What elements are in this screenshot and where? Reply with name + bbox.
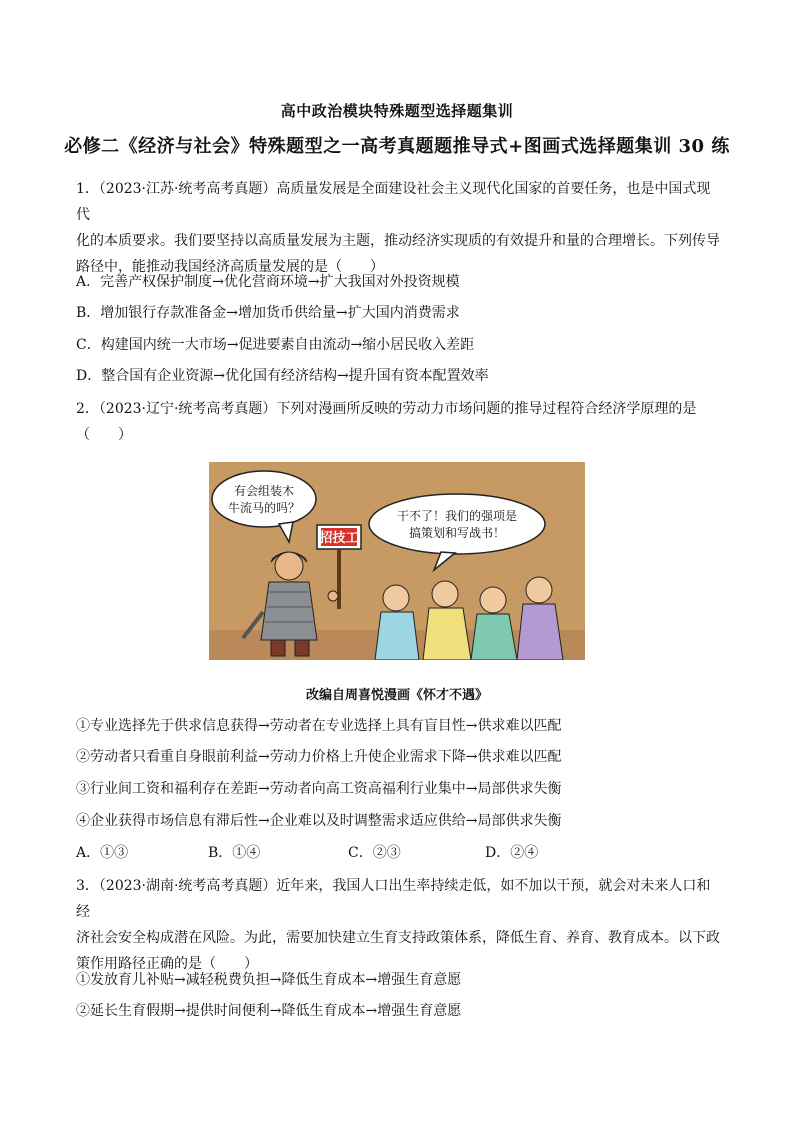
question-2-choice-a: A．①③ xyxy=(76,845,129,861)
speech-bubble-right xyxy=(369,494,545,554)
question-1-option-c: C．构建国内统一大市场→促进要素自由流动→缩小居民收入差距 xyxy=(76,337,475,353)
question-3-statement-2: ②延长生育假期→提供时间便利→降低生育成本→增强生育意愿 xyxy=(76,1003,462,1019)
bubble-right-text-2: 搞策划和写战书！ xyxy=(408,526,506,540)
question-2-statement-2: ②劳动者只看重自身眼前利益→劳动力价格上升使企业需求下降→供求难以匹配 xyxy=(76,749,562,765)
question-2-choice-b: B．①④ xyxy=(208,845,261,861)
question-2-line: （ ） xyxy=(76,427,132,443)
question-3-statement-1: ①发放育儿补贴→减轻税费负担→降低生育成本→增强生育意愿 xyxy=(76,972,462,988)
bubble-right-text-1: 干不了！我们的强项是 xyxy=(396,509,518,523)
question-2-choice-c: C．②③ xyxy=(348,845,401,861)
comic-illustration xyxy=(209,462,585,660)
question-2-choices xyxy=(76,843,724,863)
question-1-line: 路径中，能推动我国经济高质量发展的是（ ） xyxy=(76,259,384,275)
question-2-choice-d: D．②④ xyxy=(485,845,539,861)
bubble-left-text-2: 牛流马的吗？ xyxy=(227,501,301,515)
question-3-line: 3．（2023·湖南·统考高考真题）近年来，我国人口出生率持续走低，如不加以干预，就会对未来人口和经 xyxy=(76,878,711,920)
question-1-option-a: A．完善产权保护制度→优化营商环境→扩大我国对外投资规模 xyxy=(76,274,460,290)
question-2-stem xyxy=(76,396,724,448)
question-1-line: 1．（2023·江苏·统考高考真题）高质量发展是全面建设社会主义现代化国家的首要任务，也是中国式现代 xyxy=(76,181,711,223)
question-2-statement-3: ③行业间工资和福利存在差距→劳动者向高工资高福利行业集中→局部供求失衡 xyxy=(76,781,562,797)
question-2-statement-1: ①专业选择先于供求信息获得→劳动者在专业选择上具有盲目性→供求难以匹配 xyxy=(76,718,562,734)
question-1-line: 化的本质要求。我们要坚持以高质量发展为主题，推动经济实现质的有效提升和量的合理增长。下列传导 xyxy=(76,233,720,249)
comic-caption: 改编自周喜悦漫画《怀才不遇》 xyxy=(305,688,488,703)
question-3-line: 策作用路径正确的是（ ） xyxy=(76,956,258,972)
question-1-option-d: D．整合国有企业资源→优化国有经济结构→提升国有资本配置效率 xyxy=(76,368,489,384)
question-1-option-b: B．增加银行存款准备金→增加货币供给量→扩大国内消费需求 xyxy=(76,305,460,321)
question-3-stem xyxy=(76,873,724,977)
document-title: 高中政治模块特殊题型选择题集训 xyxy=(280,102,514,120)
speech-bubble-left xyxy=(212,471,316,527)
question-3-line: 济社会安全构成潜在风险。为此，需要加快建立生育支持政策体系，降低生育、养育、教育成本。以下政 xyxy=(76,930,720,946)
sign-text: 招技工 xyxy=(319,531,359,546)
bubble-left-text-1: 有会组装木 xyxy=(233,484,295,498)
question-2-line: 2．（2023·辽宁·统考高考真题）下列对漫画所反映的劳动力市场问题的推导过程符合经济学原理的是 xyxy=(76,401,697,417)
question-1-stem xyxy=(76,176,724,280)
question-2-statement-4: ④企业获得市场信息有滞后性→企业难以及时调整需求适应供给→局部供求失衡 xyxy=(76,813,562,829)
document-subtitle: 必修二《经济与社会》特殊题型之一高考真题题推导式+图画式选择题集训 30 练 xyxy=(64,136,730,157)
